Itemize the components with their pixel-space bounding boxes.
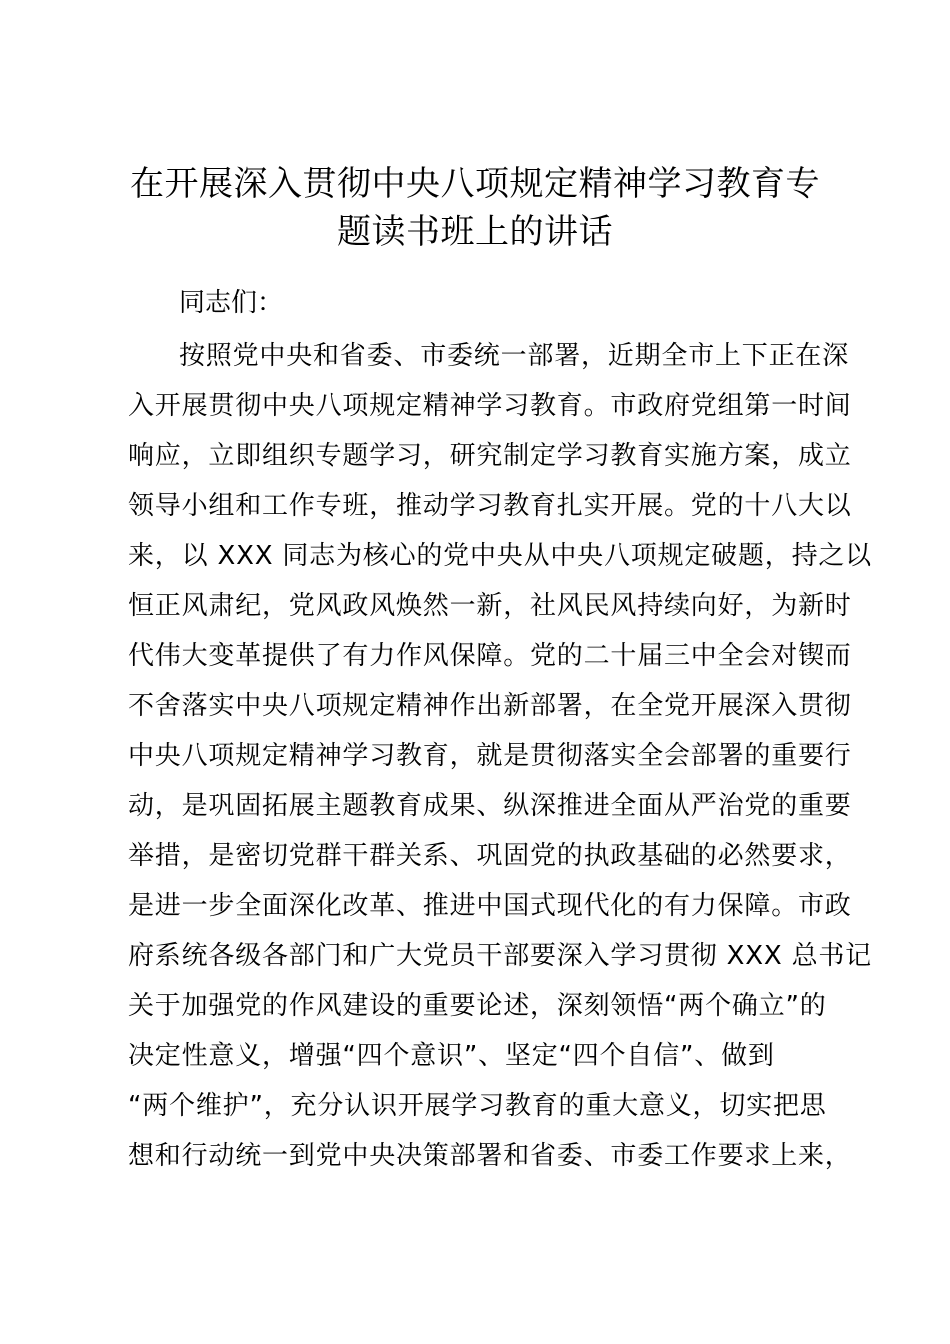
body-paragraph [128,338,872,1188]
paragraph-line: 按照党中央和省委、市委统一部署，近期全市上下正在深 [179,341,850,371]
paragraph-line: 代伟大变革提供了有力作风保障。党的二十届三中全会对锲而 [128,641,852,671]
paragraph-line: 入开展贯彻中央八项规定精神学习教育。市政府党组第一时间 [128,391,852,421]
paragraph-line: “两个维护”，充分认识开展学习教育的重大意义，切实把思 [128,1091,827,1121]
paragraph-line: 举措，是密切党群干群关系、巩固党的执政基础的必然要求， [128,841,852,871]
salutation: 同志们： [179,288,284,318]
paragraph-line: 府系统各级各部门和广大党员干部要深入学习贯彻 XXX 总书记 [128,941,872,971]
paragraph-line: 动，是巩固拓展主题教育成果、纵深推进全面从严治党的重要 [128,791,852,821]
paragraph-line: 是进一步全面深化改革、推进中国式现代化的有力保障。市政 [128,891,852,921]
paragraph-line: 不舍落实中央八项规定精神作出新部署，在全党开展深入贯彻 [128,691,852,721]
paragraph-line: 关于加强党的作风建设的重要论述，深刻领悟“两个确立”的 [128,991,827,1021]
paragraph-line: 想和行动统一到党中央决策部署和省委、市委工作要求上来， [128,1141,852,1171]
title-line: 在开展深入贯彻中央八项规定精神学习教育专 [130,164,820,204]
paragraph-line: 响应，立即组织专题学习，研究制定学习教育实施方案，成立 [128,441,852,471]
paragraph-line: 领导小组和工作专班，推动学习教育扎实开展。党的十八大以 [128,491,852,521]
paragraph-line: 中央八项规定精神学习教育，就是贯彻落实全会部署的重要行 [128,741,852,771]
paragraph-line: 恒正风肃纪，党风政风焕然一新，社风民风持续向好，为新时 [128,591,852,621]
document-title [110,160,840,256]
paragraph-line: 来，以 XXX 同志为核心的党中央从中央八项规定破题，持之以 [128,541,872,571]
paragraph-line: 决定性意义，增强“四个意识”、坚定“四个自信”、做到 [128,1041,775,1071]
title-line: 题读书班上的讲话 [337,212,613,252]
